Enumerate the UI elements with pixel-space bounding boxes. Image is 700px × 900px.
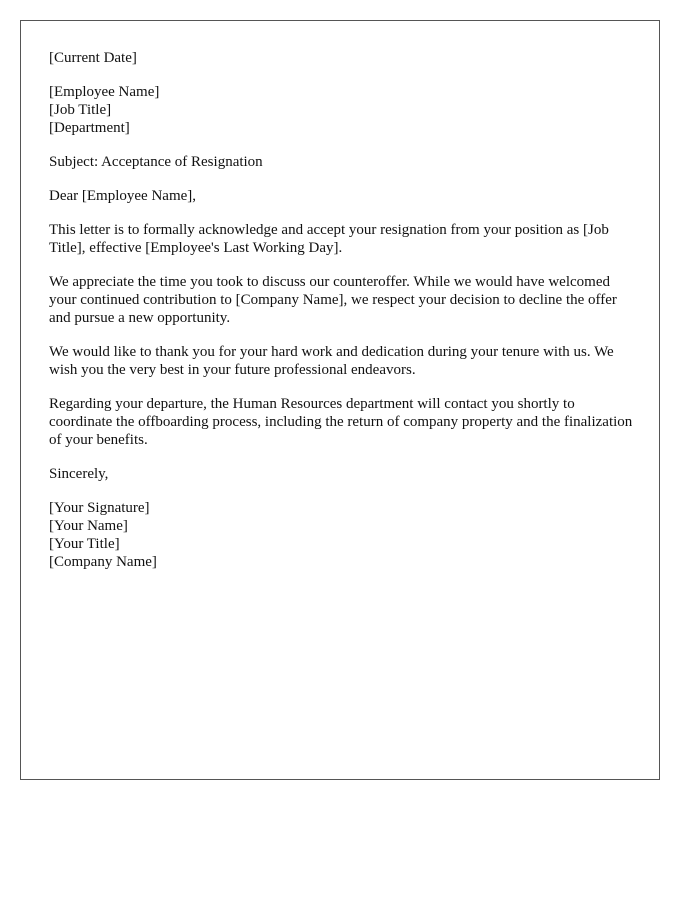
body-paragraph-3: We would like to thank you for your hard work and dedication during your tenure with us. We wish you the very best in your future professional endeavors. <box>49 344 614 378</box>
body-paragraph-1: This letter is to formally acknowledge and accept your resignation from your position as [Job Title], effective [Employee's Last Working Day]. <box>49 222 609 256</box>
sender-signature: [Your Signature] <box>49 500 150 516</box>
sender-title: [Your Title] <box>49 536 120 552</box>
sender-company: [Company Name] <box>49 554 157 570</box>
sender-name: [Your Name] <box>49 518 128 534</box>
body-paragraph-4: Regarding your departure, the Human Resources department will contact you shortly to coordinate the offboarding process, including the return of company property and the finalization of your benefits. <box>49 396 633 448</box>
letter-date: [Current Date] <box>49 50 137 66</box>
recipient-block <box>49 83 634 137</box>
closing-block <box>49 465 634 483</box>
recipient-name: [Employee Name] <box>49 84 160 100</box>
subject-block <box>49 153 634 171</box>
sender-block <box>49 499 634 571</box>
letter-content <box>49 49 634 587</box>
letter-closing: Sincerely, <box>49 466 109 482</box>
body-paragraph-2: We appreciate the time you took to discuss our counteroffer. While we would have welcomed your continued contribution to [Company Name], we respect your decision to decline the offer and pursue a new opportunity. <box>49 274 617 326</box>
salutation-block <box>49 187 634 205</box>
letter-subject: Subject: Acceptance of Resignation <box>49 154 263 170</box>
letter-page <box>20 20 660 780</box>
date-block <box>49 49 634 67</box>
recipient-department: [Department] <box>49 120 130 136</box>
recipient-title: [Job Title] <box>49 102 112 118</box>
letter-salutation: Dear [Employee Name], <box>49 188 197 204</box>
